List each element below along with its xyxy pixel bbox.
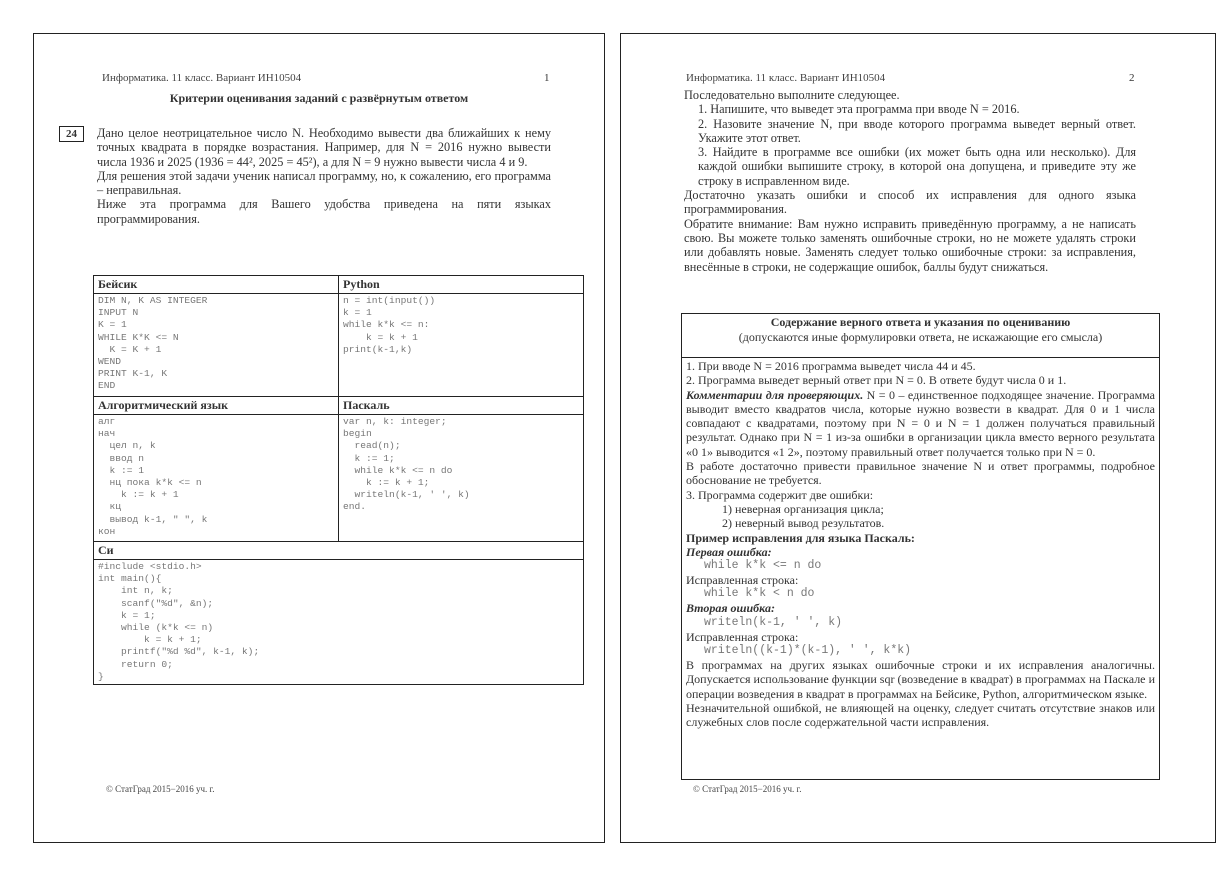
lang-header: Паскаль	[339, 397, 584, 415]
fixed-label: Исправленная строка:	[686, 573, 799, 588]
list-item: 3. Найдите в программе все ошибки (их может быть одна или несколько). Для каждой ошибки выпишите строку, в которой она допущена, и приведите эту же строку в исправленном виде.	[698, 145, 1136, 188]
paragraph: Обратите внимание: Вам нужно исправить приведённую программу, а не написать свою. Вы можете только заменять ошибочные строки, но не можете удалять строки или добавлять новые. Заменять следует только ошибочные строки: за исправления, внесённые в строки, не содержащие ошибок, баллы будут снижаться.	[684, 216, 1136, 274]
code-alg: алг нач цел n, k ввод n k := 1 нц пока k*k <= n k := k + 1 кц вывод k-1, " ", k кон	[98, 416, 208, 537]
lang-header: Python	[339, 276, 584, 294]
paragraph: Достаточно указать ошибки и способ их исправления для одного языка программирования.	[684, 188, 1136, 217]
page-title: Критерии оценивания заданий с развёрнутым ответом	[169, 91, 469, 105]
code-python: n = int(input()) k = 1 while k*k <= n: k = k + 1 print(k-1,k)	[343, 295, 436, 355]
lang-header: Алгоритмический язык	[94, 397, 339, 415]
task-number: 24	[59, 126, 84, 142]
error-item: 1) неверная организация цикла;	[722, 501, 884, 516]
fixed-code: while k*k < n do	[704, 587, 815, 601]
task-text: Для решения этой задачи ученик написал программу, но, к сожалению, его программа – неправильная.	[97, 168, 551, 198]
first-error-label: Первая ошибка:	[686, 544, 772, 559]
code-c: #include <stdio.h> int main(){ int n, k; scanf("%d", &n); k = 1; while (k*k <= n) k = k + 1; printf("%d %d", k-1, k); return 0; }	[98, 561, 260, 682]
note: В работе достаточно привести правильное значение N и ответ программы, подробное обоснование не требуется.	[686, 459, 1155, 488]
lang-header: Бейсик	[94, 276, 339, 294]
fixed-code: writeln((k-1)*(k-1), ' ', k*k)	[704, 644, 912, 658]
page-header: Информатика. 11 класс. Вариант ИН10504	[102, 72, 302, 84]
paragraph: В программах на других языках ошибочные строки и их исправления аналогичны. Допускается использование функции sqr (возведение в квадрат) в программах на Паскале и операции возведения в квадрат в программах на Бейсике, Python, алгоритмическом языке.	[686, 658, 1155, 701]
first-error-code: while k*k <= n do	[704, 559, 822, 573]
page-number: 1	[544, 72, 550, 84]
code-table	[93, 275, 584, 685]
answer-1: 1. При вводе N = 2016 программа выведет числа 44 и 45.	[686, 359, 976, 373]
task-text: Дано целое неотрицательное число N. Необходимо вывести два ближайших к нему точных квадрата в порядке возрастания. Например, для N = 2016 нужно вывести числа 1936 и 2025 (1936 = 44², 2025 = 45²), а для N = 9 нужно вывести числа 4 и 9.	[97, 126, 551, 169]
fixed-label: Исправленная строка:	[686, 629, 799, 644]
intro: Последовательно выполните следующее.	[684, 88, 900, 102]
footer: © СтатГрад 2015−2016 уч. г.	[693, 784, 802, 794]
page-1	[33, 33, 605, 843]
comment-label: Комментарии для проверяющих.	[686, 387, 864, 402]
list-item: 2. Назовите значение N, при вводе которого программа выведет верный ответ. Укажите этот ответ.	[698, 116, 1136, 145]
page-header: Информатика. 11 класс. Вариант ИН10504	[686, 72, 886, 84]
answer-3: 3. Программа содержит две ошибки:	[686, 487, 874, 502]
paragraph: Незначительной ошибкой, не влияющей на оценку, следует считать отсутствие знаков или служебных слов после содержательной части исправления.	[686, 700, 1155, 730]
criteria-subtitle: (допускаются иные формулировки ответа, не искажающие его смысла)	[738, 330, 1103, 344]
answer-2: 2. Программа выведет верный ответ при N = 0. В ответе будут числа 0 и 1.	[686, 373, 1067, 388]
example-heading: Пример исправления для языка Паскаль:	[686, 530, 915, 545]
page-number: 2	[1129, 72, 1135, 84]
second-error-label: Вторая ошибка:	[686, 601, 775, 616]
task-text: Ниже эта программа для Вашего удобства приведена на пяти языках программирования.	[97, 197, 551, 226]
lang-header: Си	[94, 542, 584, 560]
second-error-code: writeln(k-1, ' ', k)	[704, 615, 843, 629]
criteria-box	[681, 313, 1160, 780]
footer: © СтатГрад 2015−2016 уч. г.	[106, 784, 215, 794]
criteria-title: Содержание верного ответа и указания по оцениванию	[770, 315, 1071, 329]
page-2	[620, 33, 1216, 843]
code-basic: DIM N, K AS INTEGER INPUT N K = 1 WHILE K*K <= N K = K + 1 WEND PRINT K-1, K END	[98, 295, 208, 392]
comment: N = 0 – единственное подходящее значение. Программа выводит вместо квадратов числа, которые нужно возвести в квадрат. Для 0 и 1 числа совпадают с квадратами, поэтому при N = 0 и N = 1 должен получаться правильный результат. Однако при N = 1 из-за ошибки в организации цикла вместо верного результата «0 1» выводится «1 2», поэтому правильный ответ получается только при N = 0.	[686, 387, 1156, 459]
list-item: 1. Напишите, что выведет эта программа при вводе N = 2016.	[698, 102, 1020, 117]
code-pascal: var n, k: integer; begin read(n); k := 1; while k*k <= n do k := k + 1; writeln(k-1, ' ', k) end.	[343, 416, 470, 513]
error-item: 2) неверный вывод результатов.	[722, 516, 885, 531]
